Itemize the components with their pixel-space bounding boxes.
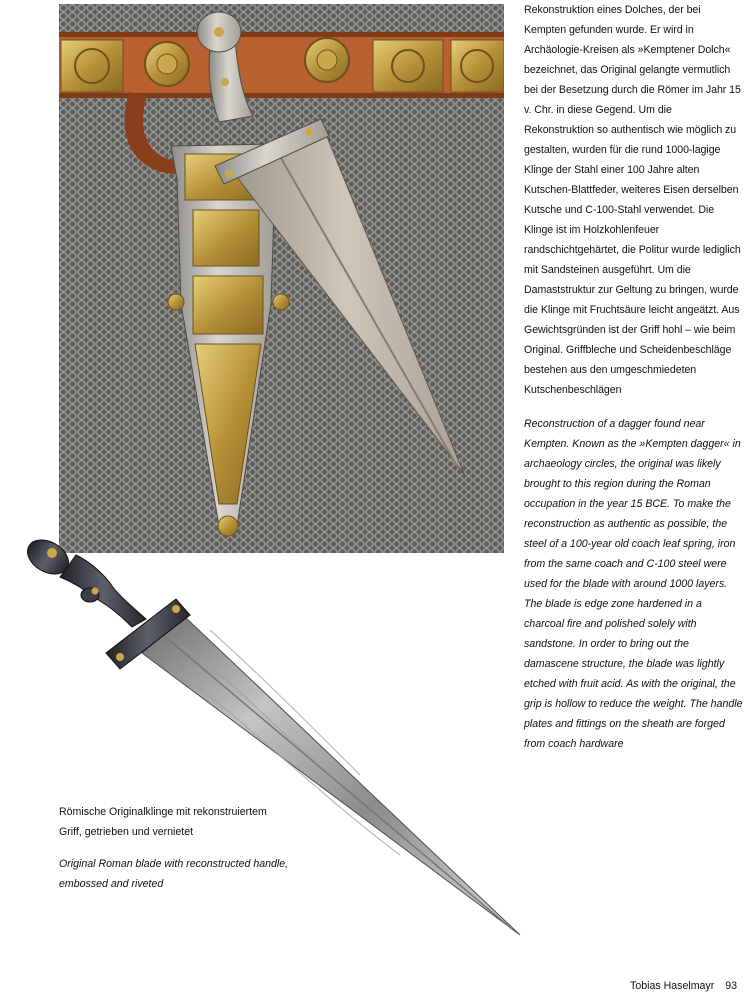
dagger-sheath-illustration — [59, 4, 504, 553]
image-caption — [59, 802, 289, 894]
caption-german: Römische Originalklinge mit rekonstruiertem Griff, getrieben und vernietet — [59, 806, 267, 838]
body-text-column — [524, 0, 744, 754]
caption-english: Original Roman blade with reconstructed handle, embossed and riveted — [59, 858, 289, 890]
author-name: Tobias Haselmayr — [630, 980, 715, 992]
page-number: 93 — [725, 980, 737, 992]
dagger-sheath-photo — [59, 4, 504, 553]
body-text-english: Reconstruction of a dagger found near Kempten. Known as the »Kempten dagger« in archaeology circles, the original was likely brought to this region during the Roman occupation in the year 15 BCE. To make the reconstruction as authentic as possible, the steel of a 100-year old coach leaf spring, iron from the same coach and C-100 steel were used for the blade with around 1000 layers. The blade is edge zone hardened in a charcoal fire and polished solely with sandstone. In order to bring out the damascene structure, the blade was lightly etched with fruit acid. As with the original, the grip is hollow to reduce the weight. The handle plates and fittings on the sheath are forged from coach hardware — [524, 418, 743, 750]
page-footer — [630, 979, 737, 993]
body-text-german: Rekonstruktion eines Dolches, der bei Kempten gefunden wurde. Er wird in Archäologie-Kreisen als »Kemptener Dolch« bezeichnet, das Original gelangte vermutlich bei der Besetzung durch die Römer im Jahr 15 v. Chr. in diese Gegend. Um die Rekonstruktion so authentisch wie möglich zu gestalten, wurden für die rund 1000-lagige Klinge der Stahl einer 100 Jahre alten Kutschen-Blattfeder, weiteres Eisen derselben Kutsche und C-100-Stahl verwendet. Die Klinge ist im Holzkohlenfeuer randschichtgehärtet, die Politur wurde lediglich mit Sandsteinen ausgeführt. Um die Damaststruktur zur Geltung zu bringen, wurde die Klinge mit Fruchtsäure leicht angeätzt. Aus Gewichtsgründen ist der Griff hohl – wie beim Original. Griffbleche und Scheidenbeschläge bestehen aus den umgeschmiedeten Kutschenbeschlägen — [524, 4, 741, 396]
